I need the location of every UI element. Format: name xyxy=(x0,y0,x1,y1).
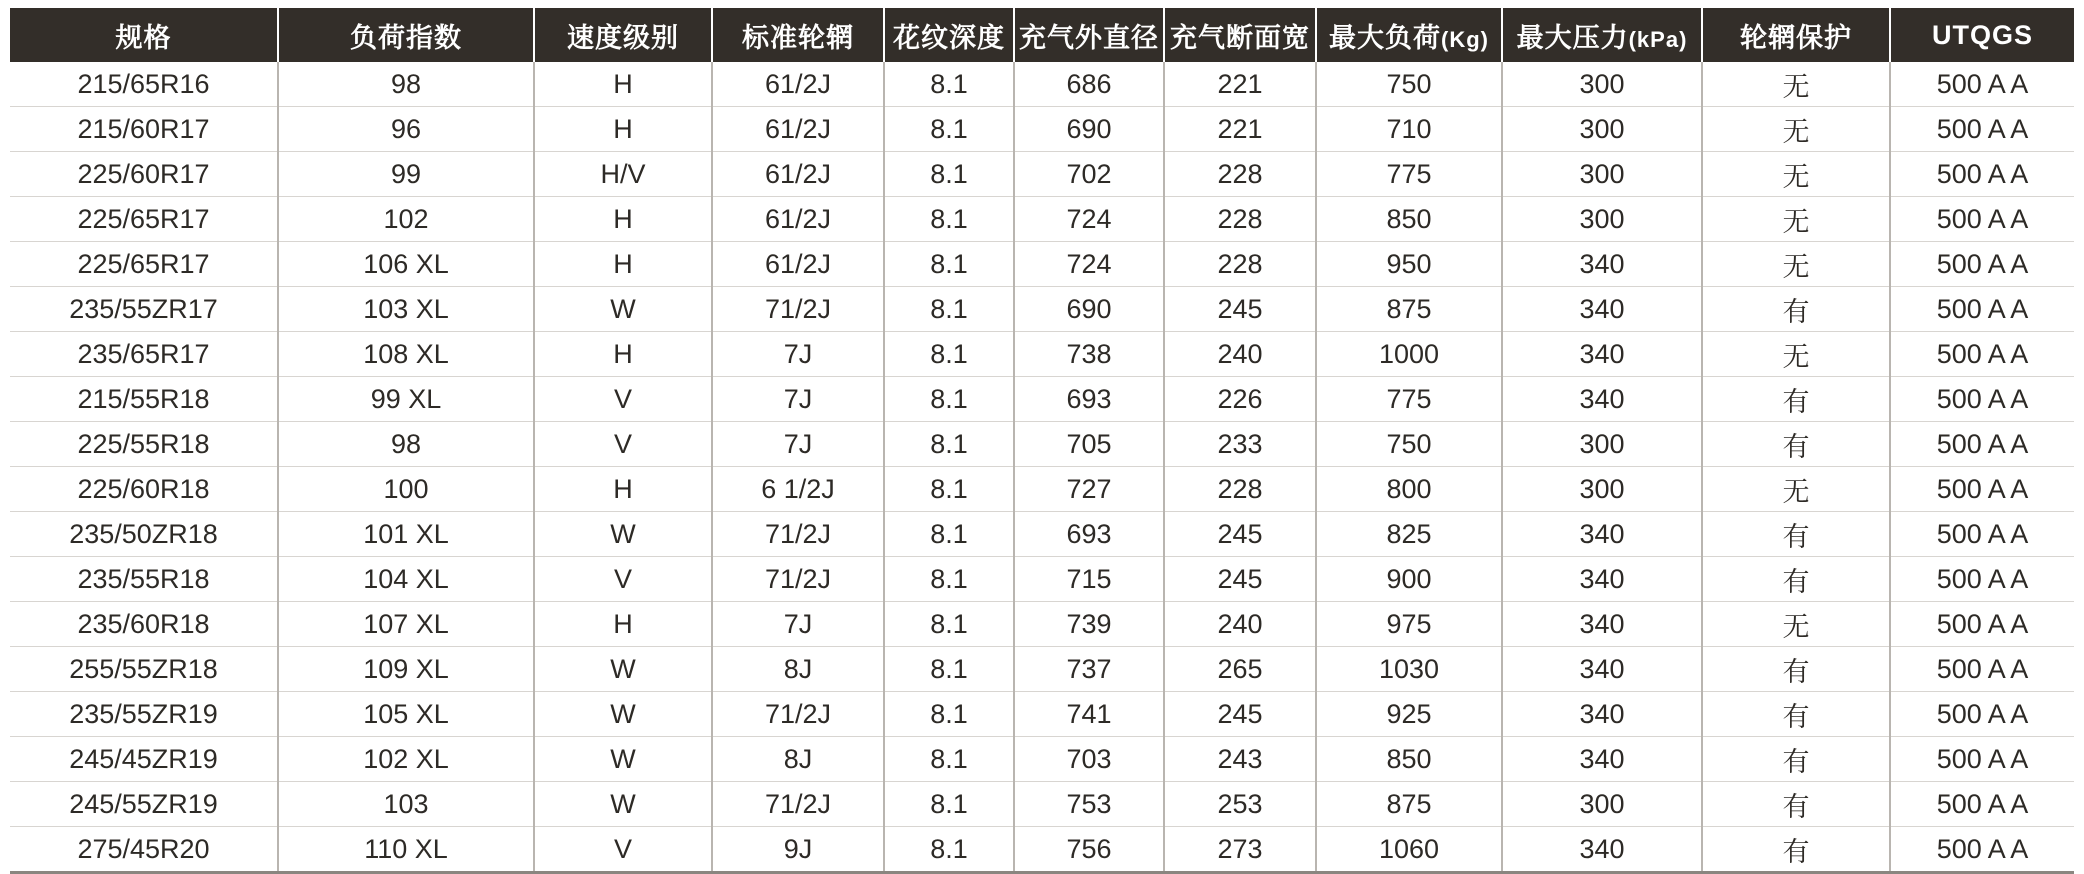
table-cell: 340 xyxy=(1502,602,1702,647)
table-cell: 500 A A xyxy=(1890,152,2074,197)
table-cell: 7J xyxy=(712,602,884,647)
table-cell: 215/55R18 xyxy=(10,377,278,422)
table-cell: 255/55ZR18 xyxy=(10,647,278,692)
table-cell: 108 XL xyxy=(278,332,534,377)
table-cell: 8.1 xyxy=(884,602,1014,647)
table-cell: 6 1/2J xyxy=(712,467,884,512)
table-cell: 500 A A xyxy=(1890,422,2074,467)
table-cell: 727 xyxy=(1014,467,1164,512)
table-row xyxy=(10,377,2074,422)
table-cell: H xyxy=(534,242,712,287)
table-cell: 无 xyxy=(1702,467,1890,512)
table-cell: 300 xyxy=(1502,422,1702,467)
table-row xyxy=(10,287,2074,332)
table-cell: 96 xyxy=(278,107,534,152)
table-row xyxy=(10,107,2074,152)
table-cell: 340 xyxy=(1502,827,1702,873)
table-cell: 228 xyxy=(1164,467,1316,512)
table-cell: 225/55R18 xyxy=(10,422,278,467)
table-cell: 705 xyxy=(1014,422,1164,467)
table-cell: 340 xyxy=(1502,332,1702,377)
table-row xyxy=(10,827,2074,873)
column-header-3 xyxy=(712,8,884,62)
table-cell: 950 xyxy=(1316,242,1502,287)
table-cell: 300 xyxy=(1502,107,1702,152)
table-cell: 99 XL xyxy=(278,377,534,422)
column-header-9 xyxy=(1702,8,1890,62)
table-cell: 8.1 xyxy=(884,512,1014,557)
table-cell: 756 xyxy=(1014,827,1164,873)
column-header-label: UTQGS xyxy=(1931,19,2033,50)
table-header xyxy=(10,8,2074,62)
table-body xyxy=(10,62,2074,873)
table-cell: 340 xyxy=(1502,557,1702,602)
table-cell: 1030 xyxy=(1316,647,1502,692)
table-cell: 8.1 xyxy=(884,62,1014,107)
table-cell: 500 A A xyxy=(1890,782,2074,827)
table-row xyxy=(10,782,2074,827)
column-header-label: 充气外直径 xyxy=(1019,22,1159,53)
table-cell: 109 XL xyxy=(278,647,534,692)
table-cell: 500 A A xyxy=(1890,377,2074,422)
table-cell: 233 xyxy=(1164,422,1316,467)
table-cell: 775 xyxy=(1316,377,1502,422)
table-cell: 500 A A xyxy=(1890,287,2074,332)
table-cell: 71/2J xyxy=(712,287,884,332)
table-cell: 340 xyxy=(1502,377,1702,422)
column-header-label: 规格 xyxy=(115,22,172,53)
table-cell: 702 xyxy=(1014,152,1164,197)
table-cell: V xyxy=(534,557,712,602)
table-cell: 7J xyxy=(712,332,884,377)
table-cell: 228 xyxy=(1164,242,1316,287)
table-cell: 235/55ZR17 xyxy=(10,287,278,332)
table-cell: 975 xyxy=(1316,602,1502,647)
column-header-label: 标准轮辋 xyxy=(742,22,854,53)
table-cell: 500 A A xyxy=(1890,737,2074,782)
table-cell: V xyxy=(534,377,712,422)
table-cell: 724 xyxy=(1014,197,1164,242)
table-cell: 715 xyxy=(1014,557,1164,602)
column-header-5 xyxy=(1014,8,1164,62)
table-cell: 100 xyxy=(278,467,534,512)
table-cell: 无 xyxy=(1702,602,1890,647)
column-header-6 xyxy=(1164,8,1316,62)
table-cell: 102 XL xyxy=(278,737,534,782)
column-header-unit: (Kg) xyxy=(1441,26,1489,52)
table-cell: 7J xyxy=(712,377,884,422)
table-cell: 103 XL xyxy=(278,287,534,332)
table-cell: 340 xyxy=(1502,242,1702,287)
table-row xyxy=(10,692,2074,737)
table-cell: 273 xyxy=(1164,827,1316,873)
table-cell: 690 xyxy=(1014,107,1164,152)
table-row xyxy=(10,152,2074,197)
table-cell: 703 xyxy=(1014,737,1164,782)
table-cell: 有 xyxy=(1702,782,1890,827)
table-cell: 8.1 xyxy=(884,152,1014,197)
table-row xyxy=(10,62,2074,107)
table-row xyxy=(10,602,2074,647)
table-cell: 61/2J xyxy=(712,242,884,287)
table-cell: H xyxy=(534,197,712,242)
table-cell: 1000 xyxy=(1316,332,1502,377)
table-cell: H xyxy=(534,107,712,152)
table-row xyxy=(10,557,2074,602)
table-cell: W xyxy=(534,692,712,737)
table-cell: 225/60R18 xyxy=(10,467,278,512)
table-cell: H xyxy=(534,332,712,377)
column-header-8 xyxy=(1502,8,1702,62)
table-row xyxy=(10,332,2074,377)
table-row xyxy=(10,422,2074,467)
table-cell: W xyxy=(534,287,712,332)
table-cell: 340 xyxy=(1502,287,1702,332)
table-cell: 900 xyxy=(1316,557,1502,602)
table-cell: 724 xyxy=(1014,242,1164,287)
table-cell: H/V xyxy=(534,152,712,197)
table-cell: 300 xyxy=(1502,152,1702,197)
table-cell: 7J xyxy=(712,422,884,467)
table-row xyxy=(10,647,2074,692)
table-cell: 500 A A xyxy=(1890,827,2074,873)
table-cell: 240 xyxy=(1164,602,1316,647)
table-cell: 有 xyxy=(1702,377,1890,422)
table-cell: 71/2J xyxy=(712,557,884,602)
table-cell: 300 xyxy=(1502,62,1702,107)
table-cell: 8.1 xyxy=(884,422,1014,467)
table-cell: 500 A A xyxy=(1890,107,2074,152)
table-cell: 71/2J xyxy=(712,782,884,827)
table-cell: 925 xyxy=(1316,692,1502,737)
table-cell: 739 xyxy=(1014,602,1164,647)
table-cell: 775 xyxy=(1316,152,1502,197)
table-cell: 有 xyxy=(1702,512,1890,557)
table-cell: 710 xyxy=(1316,107,1502,152)
table-cell: 无 xyxy=(1702,242,1890,287)
table-cell: 300 xyxy=(1502,467,1702,512)
table-cell: 245/55ZR19 xyxy=(10,782,278,827)
table-cell: 500 A A xyxy=(1890,512,2074,557)
table-cell: 235/55ZR19 xyxy=(10,692,278,737)
table-cell: 300 xyxy=(1502,197,1702,242)
table-cell: 245 xyxy=(1164,287,1316,332)
table-cell: 500 A A xyxy=(1890,62,2074,107)
table-cell: 500 A A xyxy=(1890,332,2074,377)
table-cell: 225/65R17 xyxy=(10,197,278,242)
table-cell: 8.1 xyxy=(884,557,1014,602)
table-cell: 有 xyxy=(1702,647,1890,692)
table-cell: 61/2J xyxy=(712,197,884,242)
table-cell: 225/65R17 xyxy=(10,242,278,287)
table-cell: 61/2J xyxy=(712,152,884,197)
table-cell: 245 xyxy=(1164,557,1316,602)
column-header-label: 最大负荷 xyxy=(1329,22,1441,53)
table-cell: 8.1 xyxy=(884,242,1014,287)
column-header-label: 速度级别 xyxy=(567,22,679,53)
table-cell: 99 xyxy=(278,152,534,197)
table-cell: 500 A A xyxy=(1890,602,2074,647)
table-cell: 8.1 xyxy=(884,197,1014,242)
table-cell: H xyxy=(534,467,712,512)
table-cell: 825 xyxy=(1316,512,1502,557)
table-cell: 61/2J xyxy=(712,107,884,152)
table-cell: W xyxy=(534,782,712,827)
table-cell: 340 xyxy=(1502,692,1702,737)
table-cell: 500 A A xyxy=(1890,557,2074,602)
table-cell: 221 xyxy=(1164,107,1316,152)
table-cell: 875 xyxy=(1316,782,1502,827)
table-row xyxy=(10,737,2074,782)
table-cell: H xyxy=(534,62,712,107)
column-header-1 xyxy=(278,8,534,62)
table-cell: 340 xyxy=(1502,737,1702,782)
table-cell: 8.1 xyxy=(884,377,1014,422)
table-cell: 235/55R18 xyxy=(10,557,278,602)
table-cell: 265 xyxy=(1164,647,1316,692)
table-cell: W xyxy=(534,647,712,692)
table-cell: 741 xyxy=(1014,692,1164,737)
table-cell: 240 xyxy=(1164,332,1316,377)
column-header-10 xyxy=(1890,8,2074,62)
table-cell: 245/45ZR19 xyxy=(10,737,278,782)
table-cell: 850 xyxy=(1316,197,1502,242)
column-header-label: 充气断面宽 xyxy=(1170,22,1310,53)
table-cell: 737 xyxy=(1014,647,1164,692)
table-cell: 105 XL xyxy=(278,692,534,737)
table-cell: 71/2J xyxy=(712,512,884,557)
table-cell: 101 XL xyxy=(278,512,534,557)
table-cell: 8.1 xyxy=(884,692,1014,737)
table-cell: 9J xyxy=(712,827,884,873)
table-cell: 750 xyxy=(1316,62,1502,107)
table-cell: 71/2J xyxy=(712,692,884,737)
tire-specification-table xyxy=(10,8,2074,874)
table-cell: 738 xyxy=(1014,332,1164,377)
table-cell: 8.1 xyxy=(884,782,1014,827)
table-cell: 800 xyxy=(1316,467,1502,512)
table-cell: 110 XL xyxy=(278,827,534,873)
table-cell: 340 xyxy=(1502,512,1702,557)
table-cell: 243 xyxy=(1164,737,1316,782)
column-header-label: 最大压力 xyxy=(1516,22,1629,53)
table-row xyxy=(10,512,2074,557)
table-cell: 340 xyxy=(1502,647,1702,692)
table-cell: 8J xyxy=(712,647,884,692)
table-row xyxy=(10,467,2074,512)
table-cell: 225/60R17 xyxy=(10,152,278,197)
table-cell: 221 xyxy=(1164,62,1316,107)
table-cell: V xyxy=(534,422,712,467)
column-header-2 xyxy=(534,8,712,62)
table-cell: 无 xyxy=(1702,332,1890,377)
table-cell: 235/60R18 xyxy=(10,602,278,647)
column-header-label: 轮辋保护 xyxy=(1740,22,1852,53)
table-cell: 8.1 xyxy=(884,287,1014,332)
table-cell: 无 xyxy=(1702,107,1890,152)
table-cell: 有 xyxy=(1702,557,1890,602)
table-cell: 无 xyxy=(1702,62,1890,107)
table-cell: 500 A A xyxy=(1890,197,2074,242)
table-cell: W xyxy=(534,512,712,557)
table-row xyxy=(10,197,2074,242)
table-cell: 875 xyxy=(1316,287,1502,332)
table-cell: 215/60R17 xyxy=(10,107,278,152)
table-cell: 8.1 xyxy=(884,827,1014,873)
table-cell: 98 xyxy=(278,422,534,467)
table-cell: 106 XL xyxy=(278,242,534,287)
table-cell: 61/2J xyxy=(712,62,884,107)
table-cell: 98 xyxy=(278,62,534,107)
table-cell: 104 XL xyxy=(278,557,534,602)
table-cell: 8J xyxy=(712,737,884,782)
table-cell: 有 xyxy=(1702,422,1890,467)
column-header-7 xyxy=(1316,8,1502,62)
table-cell: 500 A A xyxy=(1890,242,2074,287)
table-cell: 753 xyxy=(1014,782,1164,827)
table-cell: 300 xyxy=(1502,782,1702,827)
table-cell: 有 xyxy=(1702,827,1890,873)
table-cell: 228 xyxy=(1164,152,1316,197)
table-cell: 850 xyxy=(1316,737,1502,782)
table-cell: 750 xyxy=(1316,422,1502,467)
table-cell: 235/65R17 xyxy=(10,332,278,377)
table-cell: 226 xyxy=(1164,377,1316,422)
table-cell: 693 xyxy=(1014,512,1164,557)
table-cell: 690 xyxy=(1014,287,1164,332)
table-cell: 107 XL xyxy=(278,602,534,647)
table-cell: H xyxy=(534,602,712,647)
table-cell: 693 xyxy=(1014,377,1164,422)
table-cell: 235/50ZR18 xyxy=(10,512,278,557)
table-cell: 686 xyxy=(1014,62,1164,107)
table-cell: 253 xyxy=(1164,782,1316,827)
table-cell: 275/45R20 xyxy=(10,827,278,873)
table-cell: 8.1 xyxy=(884,467,1014,512)
column-header-0 xyxy=(10,8,278,62)
table-row xyxy=(10,242,2074,287)
table-cell: W xyxy=(534,737,712,782)
table-cell: 8.1 xyxy=(884,332,1014,377)
column-header-unit: (kPa) xyxy=(1628,26,1688,52)
table-cell: 500 A A xyxy=(1890,647,2074,692)
table-cell: 有 xyxy=(1702,737,1890,782)
table-cell: 8.1 xyxy=(884,737,1014,782)
table-cell: 500 A A xyxy=(1890,467,2074,512)
table-cell: 1060 xyxy=(1316,827,1502,873)
table-cell: 103 xyxy=(278,782,534,827)
table-cell: 228 xyxy=(1164,197,1316,242)
column-header-4 xyxy=(884,8,1014,62)
column-header-label: 花纹深度 xyxy=(893,22,1005,53)
table-cell: 无 xyxy=(1702,152,1890,197)
table-cell: 215/65R16 xyxy=(10,62,278,107)
table-cell: 500 A A xyxy=(1890,692,2074,737)
table-cell: 245 xyxy=(1164,692,1316,737)
table-cell: 102 xyxy=(278,197,534,242)
table-cell: V xyxy=(534,827,712,873)
table-cell: 有 xyxy=(1702,287,1890,332)
table-cell: 无 xyxy=(1702,197,1890,242)
column-header-label: 负荷指数 xyxy=(350,22,462,53)
table-cell: 8.1 xyxy=(884,107,1014,152)
table-cell: 8.1 xyxy=(884,647,1014,692)
table-cell: 有 xyxy=(1702,692,1890,737)
table-cell: 245 xyxy=(1164,512,1316,557)
table-header-row xyxy=(10,8,2074,62)
